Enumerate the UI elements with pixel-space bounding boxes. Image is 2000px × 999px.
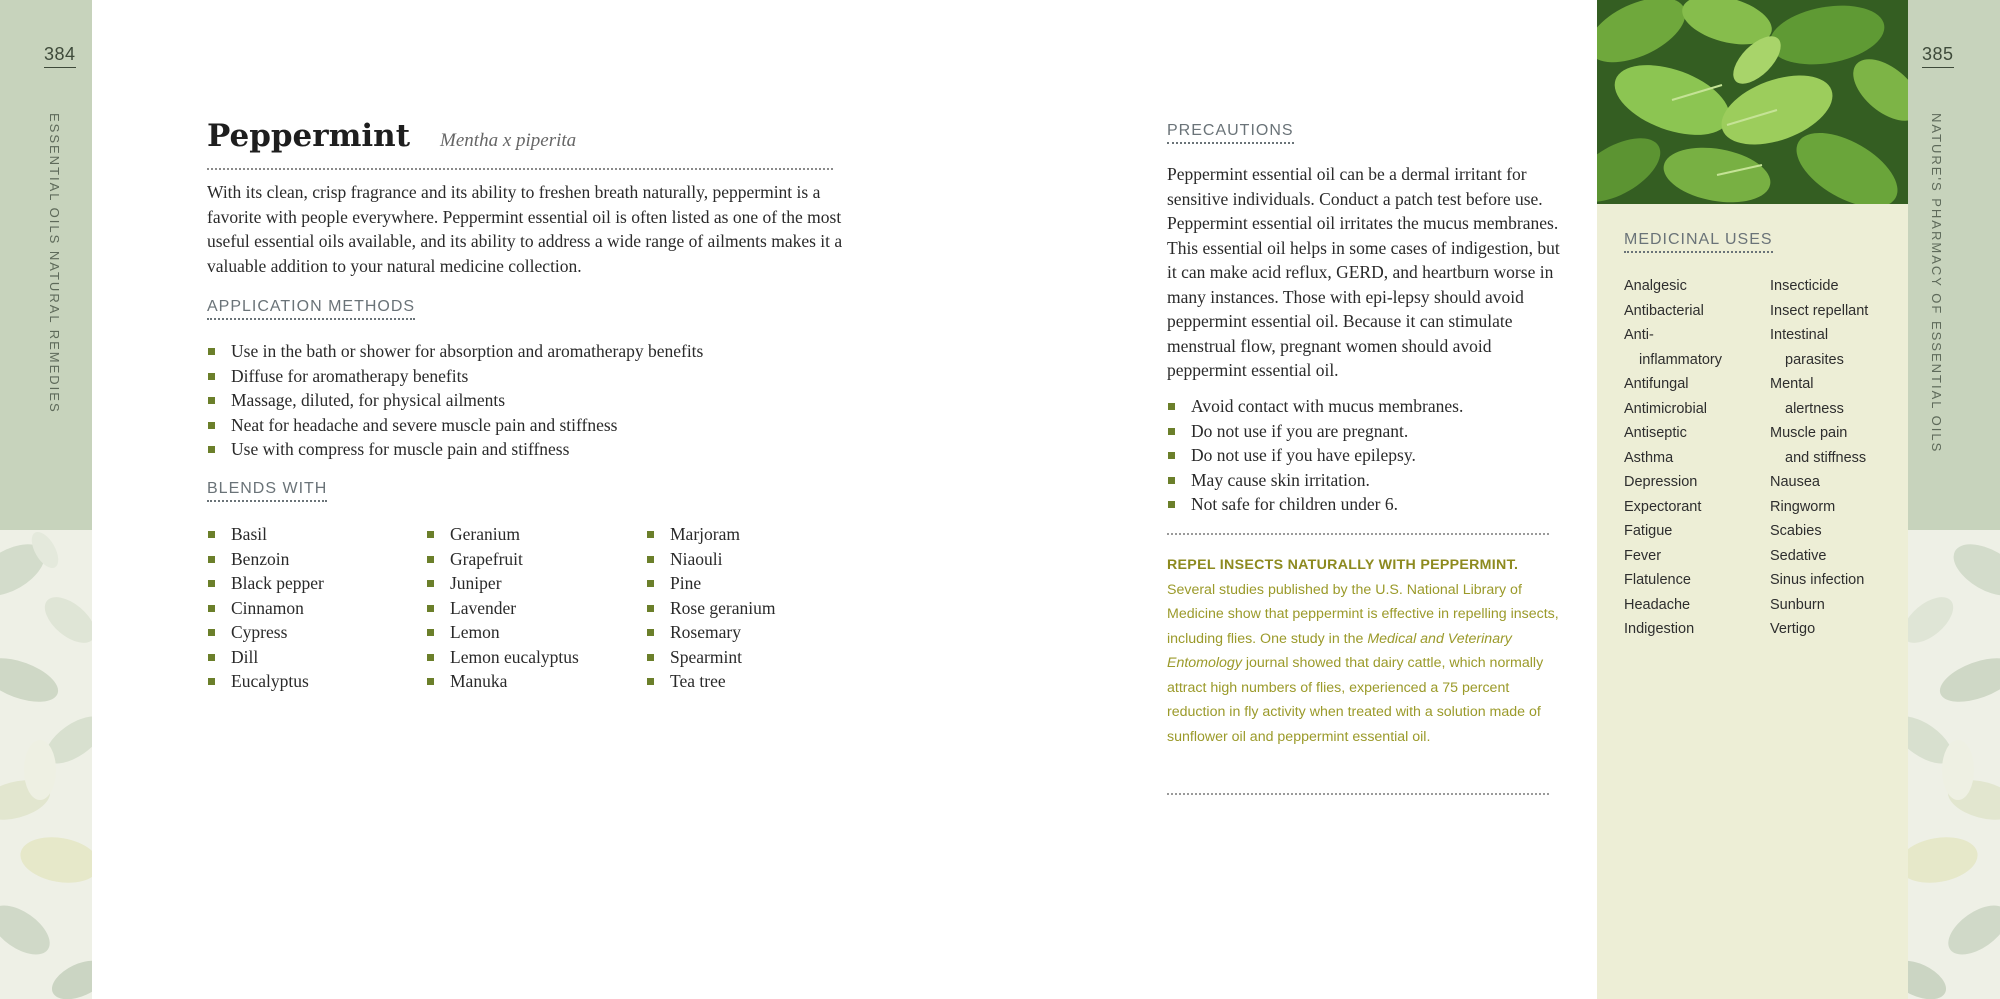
left-page-number: 384 xyxy=(44,44,76,68)
blends-column-2 xyxy=(426,522,579,694)
medicinal-use-item: inflammatory xyxy=(1639,351,1722,368)
precaution-item: Do not use if you are pregnant. xyxy=(1167,419,1463,444)
medicinal-uses-column-1 xyxy=(1624,274,1722,642)
right-page-number: 385 xyxy=(1922,44,1954,68)
leaf-pattern-graphic xyxy=(1908,530,2000,999)
precautions-list xyxy=(1167,394,1463,517)
medicinal-use-item: Depression xyxy=(1624,474,1698,490)
blend-item: Rosemary xyxy=(646,620,775,645)
tip-top-divider xyxy=(1167,533,1549,535)
medicinal-use-item: Nausea xyxy=(1770,474,1820,490)
medicinal-use-item: and stiffness xyxy=(1785,449,1867,466)
precautions-paragraph: Peppermint essential oil can be a dermal irritant for sensitive individuals. Conduct a patch test before use. Peppermint essential oil irritates the mucus membranes. This essential oil helps in some cases of indigestion, but it can make acid reflux, GERD, and heartburn worse in many instances. Those with epi-lepsy should avoid peppermint essential oil. Because it can stimulate menstrual flow, pregnant women should avoid peppermint essential oil. xyxy=(1167,164,1560,380)
blend-item: Lavender xyxy=(426,596,579,621)
blend-item: Marjoram xyxy=(646,522,775,547)
application-method-item: Use in the bath or shower for absorption and aromatherapy benefits xyxy=(207,339,703,364)
application-method-item: Diffuse for aromatherapy benefits xyxy=(207,364,703,389)
application-method-item: Neat for headache and severe muscle pain and stiffness xyxy=(207,413,703,438)
blend-item: Tea tree xyxy=(646,669,775,694)
tip-journal-name: Medical and Veterinary Entomology xyxy=(1167,630,1512,671)
leaf-pattern-graphic xyxy=(0,530,92,999)
blends-column-3 xyxy=(646,522,775,694)
tip-bottom-divider xyxy=(1167,793,1549,795)
application-method-item: Use with compress for muscle pain and stiffness xyxy=(207,437,703,462)
application-methods-list xyxy=(207,339,703,462)
medicinal-use-item: Mental xyxy=(1770,376,1814,392)
blend-item: Eucalyptus xyxy=(207,669,324,694)
medicinal-use-item: Antiseptic xyxy=(1624,425,1687,441)
blend-item: Basil xyxy=(207,522,324,547)
medicinal-use-item: Insect repellant xyxy=(1770,302,1869,319)
right-leaf-pattern xyxy=(1908,530,2000,999)
tip-box xyxy=(1167,553,1562,749)
medicinal-use-item: Indigestion xyxy=(1624,621,1695,637)
blend-item: Dill xyxy=(207,645,324,670)
blends-with-heading: BLENDS WITH xyxy=(207,480,327,502)
blend-item: Niaouli xyxy=(646,547,775,572)
precautions-heading: PRECAUTIONS xyxy=(1167,122,1294,144)
medicinal-uses-heading: MEDICINAL USES xyxy=(1624,231,1773,253)
left-leaf-pattern xyxy=(0,530,92,999)
blends-column-1 xyxy=(207,522,324,694)
right-margin-strip xyxy=(1908,0,2000,999)
medicinal-use-item: Scabies xyxy=(1770,523,1822,539)
medicinal-use-item: Antifungal xyxy=(1624,376,1689,392)
page-title: Peppermint xyxy=(207,118,411,154)
blend-item: Grapefruit xyxy=(426,547,579,572)
blend-item: Benzoin xyxy=(207,547,324,572)
medicinal-use-item: Anti- xyxy=(1624,327,1654,343)
peppermint-photo xyxy=(1597,0,1908,204)
medicinal-use-item: Antibacterial xyxy=(1624,302,1704,319)
precaution-item: Avoid contact with mucus membranes. xyxy=(1167,394,1463,419)
precaution-item: Not safe for children under 6. xyxy=(1167,492,1463,517)
medicinal-use-item: Sinus infection xyxy=(1770,572,1865,588)
precaution-item: May cause skin irritation. xyxy=(1167,468,1463,493)
tip-body xyxy=(1167,578,1562,750)
precaution-item: Do not use if you have epilepsy. xyxy=(1167,443,1463,468)
tip-text-after: journal showed that dairy cattle, which normally attract high numbers of flies, experienced a 75 percent reduction in fly activity when treated with a solution made of sunflower oil and peppermint essential oil. xyxy=(1167,655,1544,745)
right-strip-band xyxy=(1908,0,2000,530)
left-strip-band xyxy=(0,0,92,530)
title-row xyxy=(207,118,833,170)
medicinal-use-item: Sunburn xyxy=(1770,596,1825,613)
tip-title: REPEL INSECTS NATURALLY WITH PEPPERMINT. xyxy=(1167,557,1519,573)
blend-item: Spearmint xyxy=(646,645,775,670)
latin-name: Mentha x piperita xyxy=(440,130,577,151)
medicinal-use-item: Antimicrobial xyxy=(1624,400,1707,417)
medicinal-use-item: parasites xyxy=(1785,351,1844,368)
tip-text-before: Several studies published by the U.S. National Library of Medicine show that peppermint is effective in repelling insects, including flies. One study in the xyxy=(1167,581,1559,647)
blend-item: Lemon eucalyptus xyxy=(426,645,579,670)
blend-item: Black pepper xyxy=(207,571,324,596)
medicinal-use-item: Sedative xyxy=(1770,547,1827,564)
medicinal-use-item: Flatulence xyxy=(1624,572,1691,588)
blend-item: Cinnamon xyxy=(207,596,324,621)
medicinal-use-item: Ringworm xyxy=(1770,498,1836,515)
application-methods-heading: APPLICATION METHODS xyxy=(207,298,415,320)
right-running-head: NATURE'S PHARMACY OF ESSENTIAL OILS xyxy=(1929,113,1944,454)
medicinal-use-item: alertness xyxy=(1785,400,1844,417)
medicinal-use-item: Muscle pain xyxy=(1770,425,1848,441)
medicinal-use-item: Intestinal xyxy=(1770,327,1829,343)
medicinal-use-item: Insecticide xyxy=(1770,278,1839,294)
intro-paragraph: With its clean, crisp fragrance and its ability to freshen breath naturally, peppermint is a favorite with people everywhere. Peppermint essential oil is often listed as one of the most useful essential oils available, and its ability to address a wide range of ailments makes it a valuable addition to your natural medicine collection. xyxy=(207,182,843,276)
medicinal-use-item: Expectorant xyxy=(1624,498,1702,515)
medicinal-uses-column-2 xyxy=(1770,274,1868,642)
medicinal-use-item: Asthma xyxy=(1624,449,1674,466)
mint-leaves-graphic xyxy=(1597,0,1908,204)
medicinal-use-item: Analgesic xyxy=(1624,278,1687,294)
medicinal-use-item: Vertigo xyxy=(1770,621,1816,637)
medicinal-use-item: Headache xyxy=(1624,596,1691,613)
blend-item: Geranium xyxy=(426,522,579,547)
blend-item: Pine xyxy=(646,571,775,596)
blend-item: Lemon xyxy=(426,620,579,645)
blend-item: Juniper xyxy=(426,571,579,596)
application-method-item: Massage, diluted, for physical ailments xyxy=(207,388,703,413)
left-running-head: ESSENTIAL OILS NATURAL REMEDIES xyxy=(47,113,62,414)
blend-item: Rose geranium xyxy=(646,596,775,621)
blend-item: Cypress xyxy=(207,620,324,645)
blend-item: Manuka xyxy=(426,669,579,694)
left-margin-strip xyxy=(0,0,92,999)
medicinal-use-item: Fatigue xyxy=(1624,523,1673,539)
medicinal-use-item: Fever xyxy=(1624,547,1662,564)
